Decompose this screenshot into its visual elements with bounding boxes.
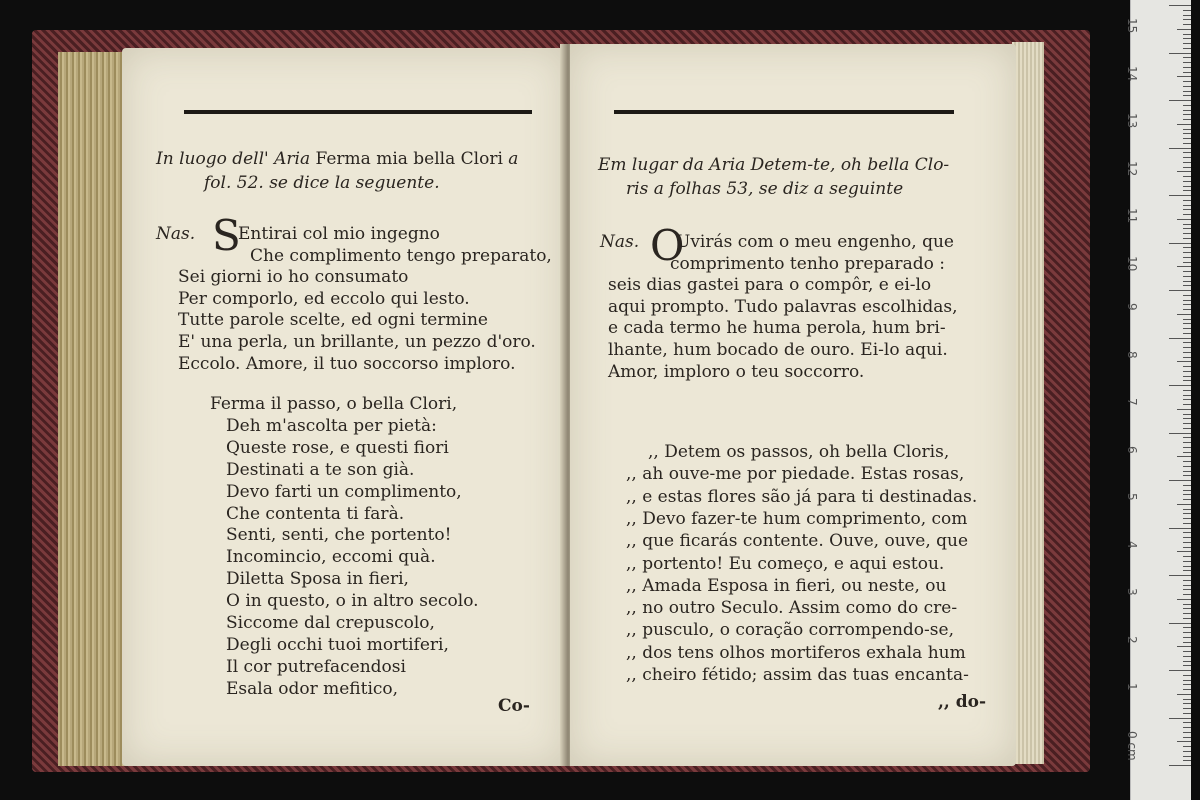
ruler-number: 3 [1125,588,1139,596]
ruler-tick [1177,171,1191,172]
ruler-tick [1183,570,1191,571]
ruler-tick [1183,233,1191,234]
ruler-tick [1169,195,1191,196]
ruler-tick [1183,309,1191,310]
ruler-tick [1183,95,1191,96]
text-line: ,, cheiro fétido; assim das tuas encanta- [626,665,969,685]
ruler-tick [1183,542,1191,543]
ruler-tick [1183,537,1191,538]
ruler-tick [1183,547,1191,548]
ruler-tick [1183,390,1191,391]
ruler-tick [1183,627,1191,628]
ruler-tick [1183,642,1191,643]
ruler-tick [1183,518,1191,519]
ruler-tick [1177,646,1191,647]
text-line: lhante, hum bocado de ouro. Ei-lo aqui. [608,340,948,360]
ruler-tick [1183,133,1191,134]
ruler-tick [1183,423,1191,424]
ruler-tick [1183,257,1191,258]
ruler-tick [1183,224,1191,225]
ruler-tick [1183,86,1191,87]
ruler-tick [1169,718,1191,719]
ruler-tick [1183,186,1191,187]
ruler-tick [1183,452,1191,453]
page-block-edge-right [1012,42,1044,764]
ruler-tick [1183,513,1191,514]
ruler-tick [1183,651,1191,652]
drop-cap: S [212,211,241,260]
ruler-tick [1183,494,1191,495]
text-line: Amor, imploro o teu soccorro. [608,361,865,382]
ruler-tick [1183,181,1191,182]
ruler-tick [1169,385,1191,386]
ruler-number: 7 [1125,398,1139,406]
ruler-tick [1183,594,1191,595]
ruler-tick [1183,475,1191,476]
ruler-tick [1183,613,1191,614]
ruler-number: 13 [1125,113,1139,129]
ruler-tick [1177,29,1191,30]
ruler-tick [1183,81,1191,82]
ruler-tick [1183,509,1191,510]
ruler-tick [1177,266,1191,267]
ruler-tick [1183,376,1191,377]
ruler-tick [1183,72,1191,73]
ruler-tick [1183,656,1191,657]
text-line: ,, pusculo, o coração corrompendo-se, [626,620,954,641]
ruler-tick [1183,680,1191,681]
ruler-tick [1183,523,1191,524]
ruler-tick [1177,551,1191,552]
ruler-tick [1177,456,1191,457]
ruler-tick [1183,38,1191,39]
ruler-tick [1183,499,1191,500]
ruler-tick [1169,100,1191,101]
ruler-tick [1169,623,1191,624]
ruler-tick [1183,162,1191,163]
text-line: Che complimento tengo preparato, [250,245,552,266]
ruler-tick [1177,741,1191,742]
text-line: Senti, senti, che portento! [226,525,452,546]
ruler-tick [1183,684,1191,685]
text-line: ,, Detem os passos, oh bella Cloris, [648,442,950,462]
ruler-tick [1183,143,1191,144]
ruler-tick [1183,167,1191,168]
ruler-tick [1177,599,1191,600]
ruler-tick [1183,281,1191,282]
ruler-tick [1177,694,1191,695]
ruler-number: 11 [1125,208,1139,224]
ruler-tick [1183,471,1191,472]
speaker-label: Nas. [156,224,196,244]
ruler-tick [1183,323,1191,324]
ruler-tick [1183,442,1191,443]
text-line: Incomincio, eccomi quà. [226,547,436,568]
ruler-tick [1183,209,1191,210]
text-line: ,, que ficarás contente. Ouve, ouve, que [626,531,969,552]
ruler-tick [1183,485,1191,486]
ruler-number: 8 [1125,350,1139,359]
ruler-tick [1183,566,1191,567]
ruler-tick [1183,589,1191,590]
ruler-tick [1183,380,1191,381]
ruler-tick [1183,632,1191,633]
ruler-number: 5 [1125,493,1139,501]
ruler-tick [1169,575,1191,576]
ruler-tick [1183,532,1191,533]
ruler-tick [1183,746,1191,747]
ruler-tick [1183,43,1191,44]
text-line: Sei giorni io ho consumato [178,267,409,288]
ruler-tick [1183,722,1191,723]
ruler-tick [1177,219,1191,220]
ruler-tick [1177,409,1191,410]
ruler-tick [1183,675,1191,676]
ruler-tick [1183,67,1191,68]
ruler-tick [1183,466,1191,467]
ruler-tick [1183,319,1191,320]
text-line: Uvirás com o meu engenho, que [676,232,954,252]
ruler-tick [1169,53,1191,54]
ruler-tick [1183,760,1191,761]
catchword: ,, do- [938,692,987,712]
heading-roman: Ferma mia bella Clori [315,149,509,169]
ruler-number: 2 [1125,635,1139,644]
ruler-tick [1169,338,1191,339]
ruler-tick [1183,737,1191,738]
speaker-label: Nas. [600,232,640,252]
ruler-tick [1183,561,1191,562]
heading-italic: a [508,149,519,169]
ruler-number: 10 [1125,255,1139,271]
ruler-tick [1183,328,1191,329]
header-rule [184,110,532,114]
ruler-tick [1169,5,1191,6]
text-line: Per comporlo, ed eccolo qui lesto. [178,288,470,309]
ruler-tick [1183,428,1191,429]
ruler-tick [1183,732,1191,733]
ruler-tick [1183,57,1191,58]
ruler-tick [1183,342,1191,343]
text-line: aqui prompto. Tudo palavras escolhidas, [608,296,958,317]
ruler-tick [1169,765,1191,766]
right-page [570,44,1016,766]
text-line: Ferma il passo, o bella Clori, [210,394,458,414]
ruler-tick [1183,404,1191,405]
header-rule [614,110,954,114]
text-line: O in questo, o in altro secolo. [226,591,479,612]
ruler-tick [1183,200,1191,201]
ruler-number: 6 [1125,445,1139,454]
ruler-tick [1183,129,1191,130]
ruler-tick [1183,157,1191,158]
ruler-tick [1177,314,1191,315]
ruler-number: 4 [1125,540,1139,549]
ruler-tick [1183,357,1191,358]
ruler-tick [1183,608,1191,609]
text-line: Diletta Sposa in fieri, [226,569,409,590]
ruler-tick [1183,62,1191,63]
text-line: Destinati a te son già. [226,459,415,480]
ruler-tick [1183,24,1191,25]
ruler-tick [1177,124,1191,125]
ruler-tick [1183,19,1191,20]
ruler-tick [1183,91,1191,92]
ruler-number: 14 [1125,65,1139,81]
ruler-tick [1169,528,1191,529]
ruler-tick [1177,504,1191,505]
ruler-tick [1169,290,1191,291]
ruler-tick [1183,10,1191,11]
ruler-tick [1183,414,1191,415]
ruler-tick [1183,34,1191,35]
ruler-tick [1183,665,1191,666]
ruler-tick [1183,262,1191,263]
ruler-tick [1183,437,1191,438]
text-line: Entirai col mio ingegno [238,224,440,244]
ruler-tick [1177,361,1191,362]
ruler-tick [1183,228,1191,229]
ruler-tick [1183,347,1191,348]
ruler-tick [1183,247,1191,248]
ruler-tick [1183,176,1191,177]
text-line: Che contenta ti farà. [226,503,405,524]
ruler-tick [1169,480,1191,481]
ruler-tick [1183,661,1191,662]
ruler-tick [1183,295,1191,296]
text-line: E' una perla, un brillante, un pezzo d'oro. [178,332,536,352]
ruler-tick [1183,15,1191,16]
right-heading-line-1: Em lugar da Aria Detem-te, oh bella Clo- [598,155,950,175]
text-line: Degli occhi tuoi mortiferi, [226,634,449,655]
ruler-tick [1183,371,1191,372]
ruler-tick [1183,689,1191,690]
left-heading-line-2: fol. 52. se dice la seguente. [204,173,440,193]
ruler-number: 9 [1125,303,1139,311]
measuring-ruler [1125,0,1191,800]
ruler-tick [1183,119,1191,120]
ruler-tick [1183,604,1191,605]
ruler-tick [1183,461,1191,462]
text-line: Queste rose, e questi fiori [226,437,449,458]
ruler-tick [1183,751,1191,752]
catchword: Co- [498,696,530,716]
ruler-tick [1183,447,1191,448]
text-line: ,, ah ouve-me por piedade. Estas rosas, [626,464,965,485]
ruler-tick [1183,366,1191,367]
ruler-tick [1183,395,1191,396]
ruler-tick [1183,300,1191,301]
text-line: Eccolo. Amore, il tuo soccorso imploro. [178,353,516,374]
text-line: Deh m'ascolta per pietà: [226,415,437,436]
ruler-tick [1183,271,1191,272]
text-line: ,, Devo fazer-te hum comprimento, com [626,508,968,529]
ruler-tick [1183,276,1191,277]
ruler-tick [1183,205,1191,206]
ruler-tick [1183,585,1191,586]
ruler-tick [1183,708,1191,709]
page-block-edge [58,52,126,766]
ruler-tick [1183,418,1191,419]
ruler-tick [1183,333,1191,334]
ruler-tick [1183,238,1191,239]
ruler-tick [1169,433,1191,434]
text-line: ,, dos tens olhos mortiferos exhala hum [626,642,966,663]
text-line: ,, Amada Esposa in fieri, ou neste, ou [626,575,947,596]
ruler-number: 15 [1125,18,1139,34]
ruler-tick [1183,152,1191,153]
text-line: seis dias gastei para o compôr, e ei-lo [608,275,932,296]
ruler-tick [1169,148,1191,149]
ruler-tick [1183,110,1191,111]
left-page [122,48,566,766]
ruler-tick [1183,399,1191,400]
text-line: Il cor putrefacendosi [226,656,406,677]
ruler-tick [1183,580,1191,581]
ruler-tick [1183,105,1191,106]
ruler-tick [1183,490,1191,491]
left-heading-line-1 [156,148,518,170]
ruler-tick [1169,243,1191,244]
ruler-tick [1183,637,1191,638]
ruler-tick [1183,713,1191,714]
text-line: Esala odor mefitico, [226,678,399,699]
drop-cap: O [650,221,685,270]
ruler-tick [1183,727,1191,728]
ruler-tick [1183,214,1191,215]
ruler-number: 1 [1125,683,1139,691]
ruler-tick [1169,670,1191,671]
ruler-tick [1183,699,1191,700]
right-heading-line-2: ris a folhas 53, se diz a seguinte [626,179,904,199]
ruler-number: 12 [1125,160,1139,176]
ruler-tick [1183,556,1191,557]
text-line: comprimento tenho preparado : [670,253,945,274]
text-line: Devo farti un complimento, [226,481,462,502]
ruler-tick [1183,252,1191,253]
ruler-tick [1183,138,1191,139]
ruler-tick [1183,352,1191,353]
ruler-number: 0 cm [1125,730,1139,761]
ruler-tick [1183,756,1191,757]
ruler-tick [1183,285,1191,286]
ruler-tick [1183,190,1191,191]
text-line: ,, portento! Eu começo, e aqui estou. [626,553,945,574]
ruler-tick [1183,703,1191,704]
ruler-tick [1177,76,1191,77]
ruler-tick [1183,304,1191,305]
text-line: ,, no outro Seculo. Assim como do cre- [626,598,958,619]
heading-italic: In luogo dell' Aria [156,149,316,169]
text-line: e cada termo he huma perola, hum bri- [608,318,946,339]
text-line: ,, e estas flores são já para ti destinadas. [626,486,978,507]
ruler-tick [1183,618,1191,619]
ruler-tick [1183,114,1191,115]
text-line: Siccome dal crepuscolo, [226,613,435,633]
text-line: Tutte parole scelte, ed ogni termine [178,310,488,331]
ruler-tick [1183,48,1191,49]
